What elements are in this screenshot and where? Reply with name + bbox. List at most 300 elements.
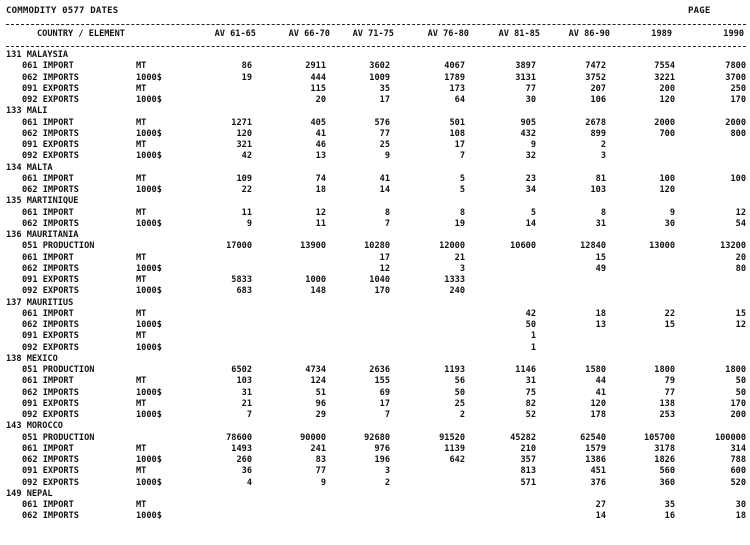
unit-label: MT <box>136 376 147 387</box>
table-row <box>0 466 750 477</box>
value-cell: 642 <box>449 455 465 465</box>
table-row <box>0 264 750 275</box>
table-row <box>0 511 750 522</box>
table-row <box>0 388 750 399</box>
value-cell: 260 <box>236 455 252 465</box>
value-cell: 120 <box>659 185 675 195</box>
document-title: COMMODITY 0577 DATES <box>6 6 119 16</box>
country-row <box>0 298 750 309</box>
value-cell: 520 <box>730 477 746 488</box>
value-cell: 451 <box>590 466 606 477</box>
value-cell: 103 <box>236 376 252 387</box>
element-label: 092 EXPORTS <box>22 477 79 488</box>
value-cell: 196 <box>374 455 390 465</box>
table-row <box>0 151 750 162</box>
value-cell: 138 <box>659 398 675 409</box>
value-cell: 82 <box>525 398 536 409</box>
value-cell: 17 <box>454 140 465 150</box>
value-cell: 12000 <box>439 241 465 252</box>
value-cell: 9 <box>669 207 675 218</box>
value-cell: 11 <box>315 218 326 229</box>
table-row <box>0 95 750 106</box>
value-cell: 253 <box>659 410 675 420</box>
unit-label: 1000$ <box>136 410 162 420</box>
value-cell: 7554 <box>654 61 675 72</box>
value-cell: 18 <box>735 511 746 522</box>
page-label: PAGE <box>688 6 711 16</box>
value-cell: 9 <box>530 140 536 150</box>
value-cell: 376 <box>590 477 606 488</box>
value-cell: 501 <box>449 117 465 128</box>
unit-label: 1000$ <box>136 185 162 195</box>
value-cell: 1 <box>530 342 536 353</box>
column-header-row <box>0 29 750 40</box>
value-cell: 2678 <box>585 117 606 128</box>
unit-label: MT <box>136 173 147 184</box>
unit-label: 1000$ <box>136 387 162 398</box>
value-cell: 90000 <box>300 432 326 443</box>
value-cell: 46 <box>315 140 326 150</box>
country-row <box>0 196 750 207</box>
value-cell: 27 <box>595 500 606 510</box>
value-cell: 100 <box>659 173 675 184</box>
value-cell: 22 <box>241 185 252 195</box>
value-cell: 3602 <box>369 61 390 72</box>
table-row <box>0 320 750 331</box>
value-cell: 8 <box>384 207 390 218</box>
value-cell: 210 <box>520 443 536 454</box>
value-cell: 700 <box>659 128 675 139</box>
element-label: 061 IMPORT <box>22 443 74 454</box>
column-header-5: AV 86-90 <box>568 29 610 39</box>
value-cell: 241 <box>310 443 326 454</box>
table-row <box>0 118 750 129</box>
value-cell: 1386 <box>585 455 606 465</box>
element-label: 061 IMPORT <box>22 376 74 387</box>
value-cell: 41 <box>379 173 390 184</box>
value-cell: 15 <box>664 320 675 330</box>
value-cell: 1579 <box>585 443 606 454</box>
table-row <box>0 376 750 387</box>
value-cell: 7472 <box>585 61 606 72</box>
value-cell: 444 <box>310 72 326 83</box>
value-cell: 7 <box>384 410 390 420</box>
table-row <box>0 129 750 140</box>
value-cell: 571 <box>520 477 536 488</box>
unit-label: MT <box>136 275 147 285</box>
value-cell: 1040 <box>369 275 390 285</box>
value-cell: 14 <box>379 185 390 195</box>
value-cell: 1333 <box>444 275 465 285</box>
value-cell: 50 <box>735 376 746 387</box>
value-cell: 12 <box>315 207 326 218</box>
value-cell: 56 <box>454 376 465 387</box>
value-cell: 35 <box>379 83 390 94</box>
value-cell: 5833 <box>231 275 252 285</box>
value-cell: 200 <box>730 410 746 420</box>
value-cell: 62540 <box>580 432 606 443</box>
table-row <box>0 331 750 342</box>
value-cell: 1193 <box>444 365 465 375</box>
value-cell: 19 <box>454 218 465 229</box>
value-cell: 52 <box>525 410 536 420</box>
value-cell: 250 <box>730 83 746 94</box>
value-cell: 12 <box>735 207 746 218</box>
unit-label: MT <box>136 83 147 94</box>
unit-label: MT <box>136 398 147 409</box>
element-label: 092 EXPORTS <box>22 286 79 297</box>
table-row <box>0 241 750 252</box>
value-cell: 432 <box>520 128 536 139</box>
value-cell: 32 <box>525 151 536 162</box>
value-cell: 2 <box>459 410 465 420</box>
value-cell: 976 <box>374 443 390 454</box>
header-rule-top <box>6 24 746 25</box>
element-label: 092 EXPORTS <box>22 95 79 105</box>
value-cell: 2911 <box>305 61 326 72</box>
value-cell: 19 <box>241 72 252 83</box>
country-name: 131 MALAYSIA <box>6 50 69 60</box>
value-cell: 17 <box>379 252 390 263</box>
value-cell: 1800 <box>654 365 675 375</box>
value-cell: 77 <box>315 466 326 477</box>
value-cell: 12840 <box>580 241 606 252</box>
unit-label: MT <box>136 61 147 72</box>
value-cell: 16 <box>664 511 675 522</box>
value-cell: 13 <box>595 320 606 330</box>
value-cell: 78600 <box>226 432 252 443</box>
value-cell: 3897 <box>515 61 536 72</box>
element-label: 091 EXPORTS <box>22 275 79 285</box>
value-cell: 178 <box>590 410 606 420</box>
country-row <box>0 489 750 500</box>
column-header-0: AV 61-65 <box>214 29 256 39</box>
value-cell: 49 <box>595 263 606 274</box>
unit-label: MT <box>136 500 147 510</box>
element-label: 062 IMPORTS <box>22 511 79 522</box>
value-cell: 7 <box>459 151 465 162</box>
value-cell: 3 <box>600 151 606 162</box>
value-cell: 81 <box>595 173 606 184</box>
value-cell: 100000 <box>714 432 746 443</box>
unit-label: 1000$ <box>136 72 162 83</box>
value-cell: 109 <box>236 173 252 184</box>
value-cell: 79 <box>664 376 675 387</box>
element-label: 051 PRODUCTION <box>22 432 95 443</box>
value-cell: 13 <box>315 151 326 162</box>
value-cell: 9 <box>246 218 252 229</box>
value-cell: 148 <box>310 286 326 297</box>
value-cell: 4 <box>246 477 252 488</box>
element-label: 061 IMPORT <box>22 173 74 184</box>
country-row <box>0 354 750 365</box>
table-row <box>0 208 750 219</box>
value-cell: 74 <box>315 173 326 184</box>
element-label: 091 EXPORTS <box>22 140 79 150</box>
value-cell: 240 <box>449 286 465 297</box>
unit-label: 1000$ <box>136 286 162 297</box>
table-row <box>0 174 750 185</box>
value-cell: 170 <box>730 398 746 409</box>
table-row <box>0 433 750 444</box>
value-cell: 357 <box>520 455 536 465</box>
value-cell: 6502 <box>231 365 252 375</box>
table-row <box>0 219 750 230</box>
unit-label: MT <box>136 140 147 150</box>
country-name: 149 NEPAL <box>6 488 53 499</box>
element-label: 062 IMPORTS <box>22 218 79 229</box>
value-cell: 50 <box>525 320 536 330</box>
country-name: 133 MALI <box>6 106 48 117</box>
value-cell: 5 <box>530 207 536 218</box>
value-cell: 36 <box>241 466 252 477</box>
unit-label: 1000$ <box>136 455 162 465</box>
value-cell: 1493 <box>231 443 252 454</box>
value-cell: 1271 <box>231 117 252 128</box>
value-cell: 1009 <box>369 72 390 83</box>
element-label: 091 EXPORTS <box>22 83 79 94</box>
value-cell: 42 <box>241 151 252 162</box>
value-cell: 12 <box>379 263 390 274</box>
value-cell: 51 <box>315 387 326 398</box>
country-name: 143 MOROCCO <box>6 421 63 432</box>
value-cell: 91520 <box>439 432 465 443</box>
value-cell: 30 <box>664 218 675 229</box>
value-cell: 8 <box>600 207 606 218</box>
value-cell: 173 <box>449 83 465 94</box>
value-cell: 4734 <box>305 365 326 375</box>
value-cell: 115 <box>310 83 326 94</box>
table-row <box>0 410 750 421</box>
value-cell: 5 <box>459 185 465 195</box>
value-cell: 80 <box>735 263 746 274</box>
column-header-4: AV 81-85 <box>498 29 540 39</box>
value-cell: 120 <box>236 128 252 139</box>
value-cell: 106 <box>590 95 606 105</box>
element-label: 061 IMPORT <box>22 308 74 319</box>
value-cell: 360 <box>659 477 675 488</box>
value-cell: 3221 <box>654 72 675 83</box>
country-name: 136 MAURITANIA <box>6 230 79 240</box>
value-cell: 54 <box>735 218 746 229</box>
table-row <box>0 84 750 95</box>
value-cell: 21 <box>241 398 252 409</box>
element-label: 061 IMPORT <box>22 207 74 218</box>
value-cell: 108 <box>449 128 465 139</box>
value-cell: 1580 <box>585 365 606 375</box>
value-cell: 2 <box>600 140 606 150</box>
value-cell: 170 <box>730 95 746 105</box>
unit-label: 1000$ <box>136 342 162 353</box>
value-cell: 899 <box>590 128 606 139</box>
column-header-country: COUNTRY / ELEMENT <box>37 29 125 39</box>
value-cell: 35 <box>664 500 675 510</box>
value-cell: 96 <box>315 398 326 409</box>
value-cell: 3131 <box>515 72 536 83</box>
value-cell: 683 <box>236 286 252 297</box>
value-cell: 20 <box>315 95 326 105</box>
value-cell: 9 <box>320 477 326 488</box>
element-label: 061 IMPORT <box>22 61 74 72</box>
value-cell: 31 <box>525 376 536 387</box>
value-cell: 9 <box>384 151 390 162</box>
table-row <box>0 275 750 286</box>
element-label: 092 EXPORTS <box>22 410 79 420</box>
value-cell: 7800 <box>725 61 746 72</box>
value-cell: 77 <box>525 83 536 94</box>
value-cell: 314 <box>730 443 746 454</box>
value-cell: 576 <box>374 117 390 128</box>
value-cell: 3752 <box>585 72 606 83</box>
value-cell: 3700 <box>725 72 746 83</box>
country-name: 137 MAURITIUS <box>6 297 74 308</box>
value-cell: 1789 <box>444 72 465 83</box>
value-cell: 905 <box>520 117 536 128</box>
unit-label: 1000$ <box>136 320 162 330</box>
unit-label: 1000$ <box>136 128 162 139</box>
value-cell: 10600 <box>510 241 536 252</box>
value-cell: 600 <box>730 466 746 477</box>
value-cell: 42 <box>525 308 536 319</box>
element-label: 062 IMPORTS <box>22 185 79 195</box>
value-cell: 92680 <box>364 432 390 443</box>
value-cell: 23 <box>525 173 536 184</box>
table-row <box>0 61 750 72</box>
value-cell: 4067 <box>444 61 465 72</box>
element-label: 062 IMPORTS <box>22 455 79 465</box>
value-cell: 25 <box>379 140 390 150</box>
value-cell: 800 <box>730 128 746 139</box>
value-cell: 3178 <box>654 443 675 454</box>
value-cell: 30 <box>735 500 746 510</box>
value-cell: 29 <box>315 410 326 420</box>
value-cell: 30 <box>525 95 536 105</box>
table-row <box>0 309 750 320</box>
value-cell: 8 <box>459 207 465 218</box>
country-row <box>0 106 750 117</box>
unit-label: 1000$ <box>136 218 162 229</box>
value-cell: 69 <box>379 387 390 398</box>
value-cell: 170 <box>374 286 390 297</box>
element-label: 062 IMPORTS <box>22 263 79 274</box>
country-row <box>0 163 750 174</box>
value-cell: 15 <box>595 252 606 263</box>
value-cell: 77 <box>379 128 390 139</box>
value-cell: 13000 <box>649 241 675 252</box>
value-cell: 100 <box>730 173 746 184</box>
element-label: 092 EXPORTS <box>22 151 79 162</box>
value-cell: 2000 <box>725 117 746 128</box>
unit-label: 1000$ <box>136 477 162 488</box>
table-row <box>0 455 750 466</box>
unit-label: MT <box>136 443 147 454</box>
value-cell: 124 <box>310 376 326 387</box>
value-cell: 2000 <box>654 117 675 128</box>
value-cell: 45282 <box>510 432 536 443</box>
value-cell: 41 <box>315 128 326 139</box>
value-cell: 200 <box>659 83 675 94</box>
value-cell: 13900 <box>300 241 326 252</box>
element-label: 061 IMPORT <box>22 117 74 128</box>
value-cell: 44 <box>595 376 606 387</box>
column-header-1: AV 66-70 <box>288 29 330 39</box>
unit-label: MT <box>136 252 147 263</box>
country-row <box>0 50 750 61</box>
value-cell: 3 <box>384 466 390 477</box>
unit-label: MT <box>136 117 147 128</box>
table-row <box>0 478 750 489</box>
value-cell: 5 <box>459 173 465 184</box>
country-name: 138 MEXICO <box>6 353 58 364</box>
value-cell: 13200 <box>720 241 746 252</box>
value-cell: 17000 <box>226 241 252 252</box>
value-cell: 560 <box>659 466 675 477</box>
value-cell: 207 <box>590 83 606 94</box>
unit-label: 1000$ <box>136 511 162 522</box>
column-header-3: AV 76-80 <box>427 29 469 39</box>
value-cell: 120 <box>590 398 606 409</box>
table-row <box>0 343 750 354</box>
value-cell: 50 <box>454 387 465 398</box>
unit-label: 1000$ <box>136 151 162 162</box>
header-rule-bottom <box>6 46 746 47</box>
column-header-2: AV 71-75 <box>352 29 394 39</box>
value-cell: 17 <box>379 398 390 409</box>
value-cell: 1 <box>530 331 536 342</box>
value-cell: 86 <box>241 61 252 72</box>
value-cell: 31 <box>241 387 252 398</box>
value-cell: 75 <box>525 387 536 398</box>
column-header-6: 1989 <box>651 29 672 39</box>
element-label: 051 PRODUCTION <box>22 365 95 375</box>
value-cell: 17 <box>379 95 390 105</box>
value-cell: 105700 <box>643 432 675 443</box>
table-row <box>0 253 750 264</box>
element-label: 091 EXPORTS <box>22 331 79 342</box>
table-row <box>0 365 750 376</box>
value-cell: 77 <box>664 387 675 398</box>
unit-label: MT <box>136 308 147 319</box>
value-cell: 103 <box>590 185 606 195</box>
value-cell: 34 <box>525 185 536 195</box>
element-label: 092 EXPORTS <box>22 342 79 353</box>
table-row <box>0 185 750 196</box>
unit-label: 1000$ <box>136 95 162 105</box>
value-cell: 7 <box>384 218 390 229</box>
table-row <box>0 286 750 297</box>
element-label: 061 IMPORT <box>22 252 74 263</box>
element-label: 051 PRODUCTION <box>22 241 95 252</box>
value-cell: 22 <box>664 308 675 319</box>
element-label: 091 EXPORTS <box>22 466 79 477</box>
value-cell: 15 <box>735 308 746 319</box>
element-label: 062 IMPORTS <box>22 72 79 83</box>
value-cell: 25 <box>454 398 465 409</box>
element-label: 091 EXPORTS <box>22 398 79 409</box>
table-row <box>0 444 750 455</box>
value-cell: 2636 <box>369 365 390 375</box>
value-cell: 83 <box>315 455 326 465</box>
value-cell: 12 <box>735 320 746 330</box>
unit-label: MT <box>136 207 147 218</box>
unit-label: MT <box>136 331 147 342</box>
value-cell: 41 <box>595 387 606 398</box>
value-cell: 120 <box>659 95 675 105</box>
value-cell: 1800 <box>725 365 746 375</box>
value-cell: 155 <box>374 376 390 387</box>
element-label: 062 IMPORTS <box>22 320 79 330</box>
table-row <box>0 73 750 84</box>
